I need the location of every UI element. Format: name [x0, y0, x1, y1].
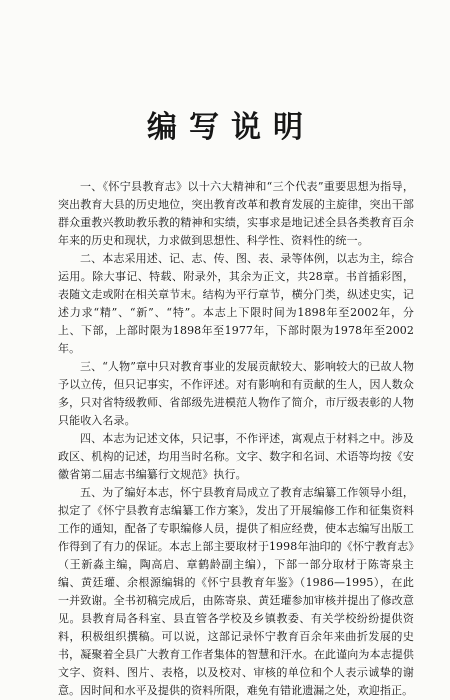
paragraph-3: 三、“人物”章中只对教育事业的发展贡献较大、影响较大的已故人物予以立传，但只记事实，不作评述。对有影响和有贡献的生人，因人数众多，只对省特级教师、省部级先进模范人物作了简介，市厅级表彰的人物只能收入名录。 — [58, 360, 414, 427]
paragraph-5: 五、为了编好本志，怀宁县教育局成立了教育志编纂工作领导小组，拟定了《怀宁县教育志编纂工作方案》，发出了开展编修工作和征集资料工作的通知，配备了专职编修人员，提供了相应经费，使本志编写出版工作得到了有力的保证。本志上部主要取材于1998年油印的《怀宁教育志》（王新淼主编，陶高启、章鹤龄副主编），下部一部分取材于陈寄泉主编、黄廷瓘、余根源编辑的《怀宁县教育年鉴》（1986—1995），在此一并致谢。全书初稿完成后，由陈寄泉、黄廷瓘参加审核并提出了修改意见。县教育局各科室、县直管各学校及乡镇教委、有关学校纷纷提供资料，积极组织撰稿。可以说，这部记录怀宁教育百余年来曲折发展的史书，凝聚着全县广大教育工作者集体的智慧和汗水。在此谨向为本志提供文字、资料、图片、表格，以及校对、审核的单位和个人表示诚挚的谢意。因时间和水平及提供的资料所限，难免有错讹遗漏之处，欢迎指正。 — [58, 486, 414, 697]
paragraph-1: 一、《怀宁县教育志》以十六大精神和“三个代表”重要思想为指导，突出教育大县的历史地位，突出教育改革和教育发展的主旋律，突出干部群众重教兴教助教乐教的精神和实绩，实事求是地记述全县各类教育百余年来的历史和现状，力求做到思想性、科学性、资料性的统一。 — [58, 180, 414, 247]
page-title: 编写说明 — [147, 110, 315, 145]
paragraph-2: 二、本志采用述、记、志、传、图、表、录等体例，以志为主，综合运用。除大事记、特载、附录外，其余为正文，共28章。书首插彩图，表随文走或附在相关章节末。结构为平行章节，横分门类，纵述史实，记述力求“精”、“新”、“特”。本志上下限时间为1898年至2002年，分上、下部，上部时限为1898年至1977年，下部时限为1978年至2002年。 — [58, 252, 414, 355]
document-body — [58, 178, 414, 700]
paragraph-4: 四、本志为记述文体，只记事，不作评述，寓观点于材料之中。涉及政区、机构的记述，均用当时名称。文字、数字和名词、术语等均按《安徽省第二届志书编纂行文规范》执行。 — [58, 432, 414, 481]
